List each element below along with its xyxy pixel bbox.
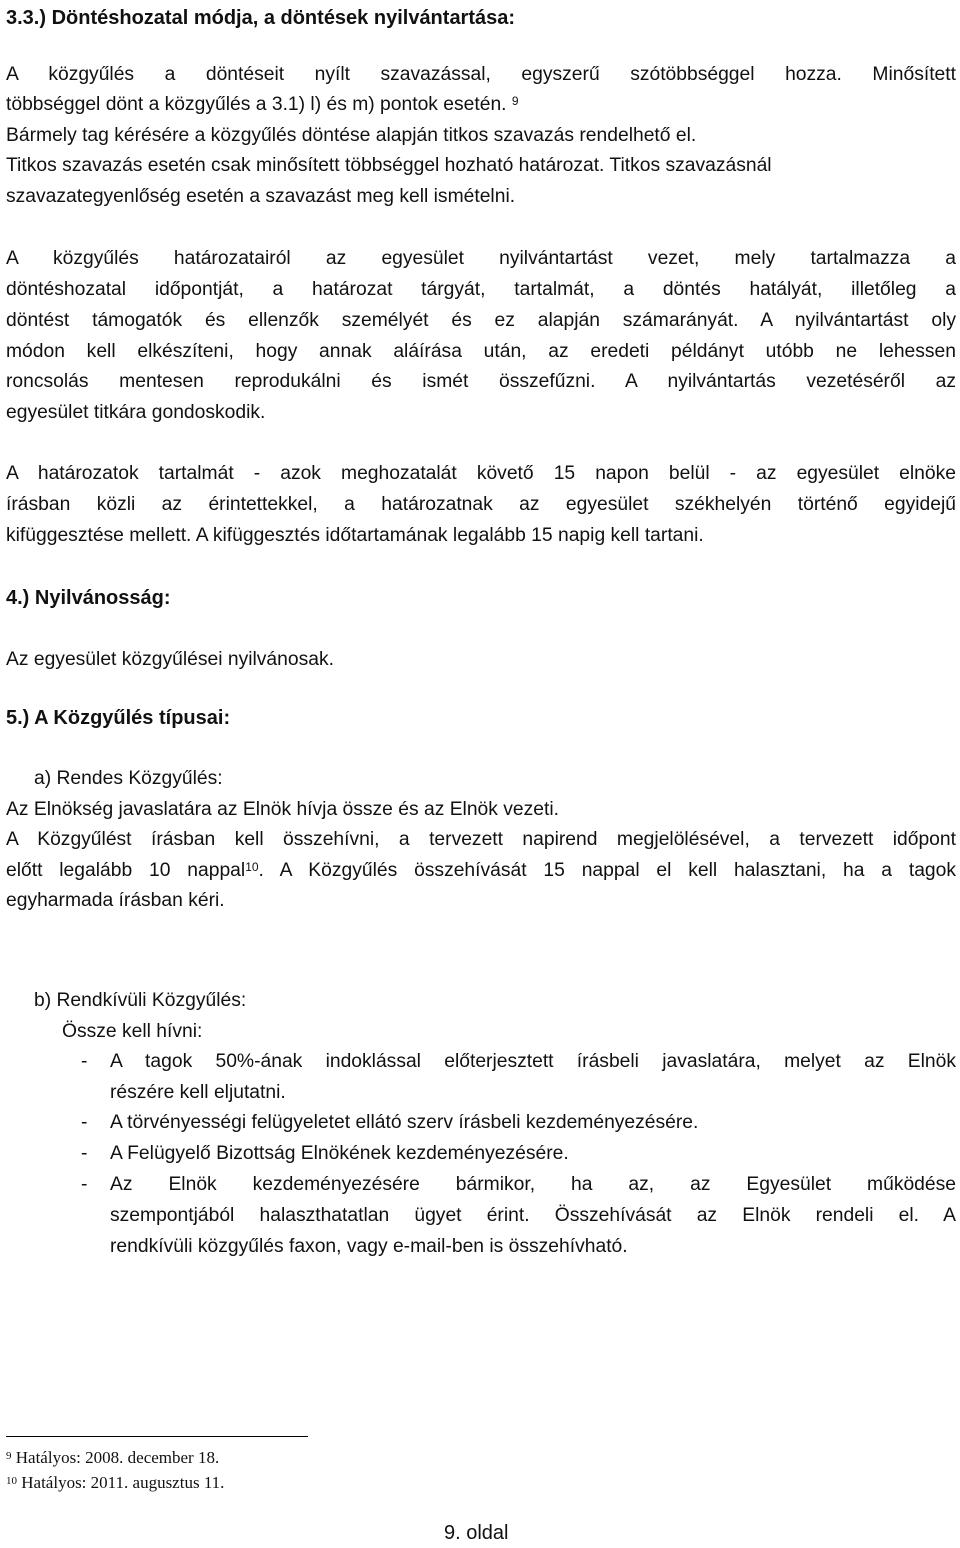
paragraph-line: döntéshozatal időpontját, a határozat tárgyát, tartalmát, a döntés hatályát, illetőleg a [6, 279, 956, 300]
paragraph-line: A közgyűlés a döntéseit nyílt szavazással, egyszerű szótöbbséggel hozza. Minősített [6, 64, 956, 85]
list-bullet-dash: - [81, 1143, 88, 1164]
paragraph-line: szavazategyenlőség esetén a szavazást meg kell ismételni. [6, 186, 516, 207]
footnote-separator [6, 1436, 308, 1437]
section-3-3-title: 3.3.) Döntéshozatal módja, a döntések nyilvántartása: [6, 7, 516, 29]
paragraph-line: többséggel dönt a közgyűlés a 3.1) l) és m) pontok esetén. $^9$ [6, 94, 519, 115]
paragraph-line: A közgyűlés határozatairól az egyesület nyilvántartást vezet, mely tartalmazza a [6, 248, 956, 269]
paragraph-line: egyesület titkára gondoskodik. [6, 402, 266, 423]
section-5-title: 5.) A Közgyűlés típusai: [6, 707, 231, 729]
list-item-line: részére kell eljutatni. [110, 1082, 286, 1103]
list-item-line: rendkívüli közgyűlés faxon, vagy e-mail-ben is összehívható. [110, 1236, 628, 1257]
section-4-title: 4.) Nyilvánosság: [6, 587, 171, 609]
footnote-9: $^9$ Hatályos: 2008. december 18. [6, 1448, 220, 1467]
footnote-ref-9[interactable]: 9 [511, 94, 519, 108]
list-item-line: A tagok 50%-ának indoklással előterjesztett írásbeli javaslatára, melyet az Elnök [110, 1051, 956, 1072]
section-4-text: Az egyesület közgyűlései nyilvánosak. [6, 649, 334, 670]
paragraph-line: módon kell elkészíteni, hogy annak aláírása után, az eredeti példányt utóbb ne lehessen [6, 341, 956, 362]
list-item-line: szempontjából halaszthatatlan ügyet érint. Összehívását az Elnök rendeli el. A [110, 1205, 956, 1226]
subsection-b-intro: Össze kell hívni: [62, 1021, 203, 1042]
list-bullet-dash: - [81, 1174, 88, 1195]
paragraph-line: Bármely tag kérésére a közgyűlés döntése alapján titkos szavazás rendelhető el. [6, 125, 697, 146]
page-number: 9. oldal [444, 1522, 509, 1544]
paragraph-line: roncsolás mentesen reprodukálni és ismét összefűzni. A nyilvántartás vezetéséről az [6, 371, 956, 392]
paragraph-line: A Közgyűlést írásban kell összehívni, a tervezett napirend megjelölésével, a tervezett időpont [6, 829, 956, 850]
paragraph-line: Titkos szavazás esetén csak minősített többséggel hozható határozat. Titkos szavazásnál [6, 155, 772, 176]
footnote-ref-10[interactable]: 10 [245, 860, 259, 874]
subsection-b-heading: b) Rendkívüli Közgyűlés: [34, 990, 247, 1011]
list-bullet-dash: - [81, 1051, 88, 1072]
list-bullet-dash: - [81, 1112, 88, 1133]
paragraph-line: írásban közli az érintettekkel, a határozatnak az egyesület székhelyén történő egyidejű [6, 494, 956, 515]
paragraph-line: A határozatok tartalmát - azok meghozatalát követő 15 napon belül - az egyesület elnöke [6, 463, 956, 484]
paragraph-line: kifüggesztése mellett. A kifüggesztés időtartamának legalább 15 napig kell tartani. [6, 525, 704, 546]
footnote-10: $^{10}$ Hatályos: 2011. augusztus 11. [6, 1473, 225, 1492]
paragraph-line: Az Elnökség javaslatára az Elnök hívja össze és az Elnök vezeti. [6, 799, 560, 820]
list-item-line: Az Elnök kezdeményezésére bármikor, ha az, az Egyesület működése [110, 1174, 956, 1195]
list-item-line: A Felügyelő Bizottság Elnökének kezdeményezésére. [110, 1143, 569, 1164]
list-item-line: A törvényességi felügyeletet ellátó szerv írásbeli kezdeményezésére. [110, 1112, 699, 1133]
paragraph-line: előtt legalább 10 nappal$^{10}$. A Közgyűlés összehívását 15 nappal el kell halasztani, ha a tagok [6, 860, 957, 881]
paragraph-line: egyharmada írásban kéri. [6, 890, 225, 911]
subsection-a-heading: a) Rendes Közgyűlés: [34, 768, 223, 789]
paragraph-line: döntést támogatók és ellenzők személyét és ez alapján számarányát. A nyilvántartást oly [6, 310, 956, 331]
